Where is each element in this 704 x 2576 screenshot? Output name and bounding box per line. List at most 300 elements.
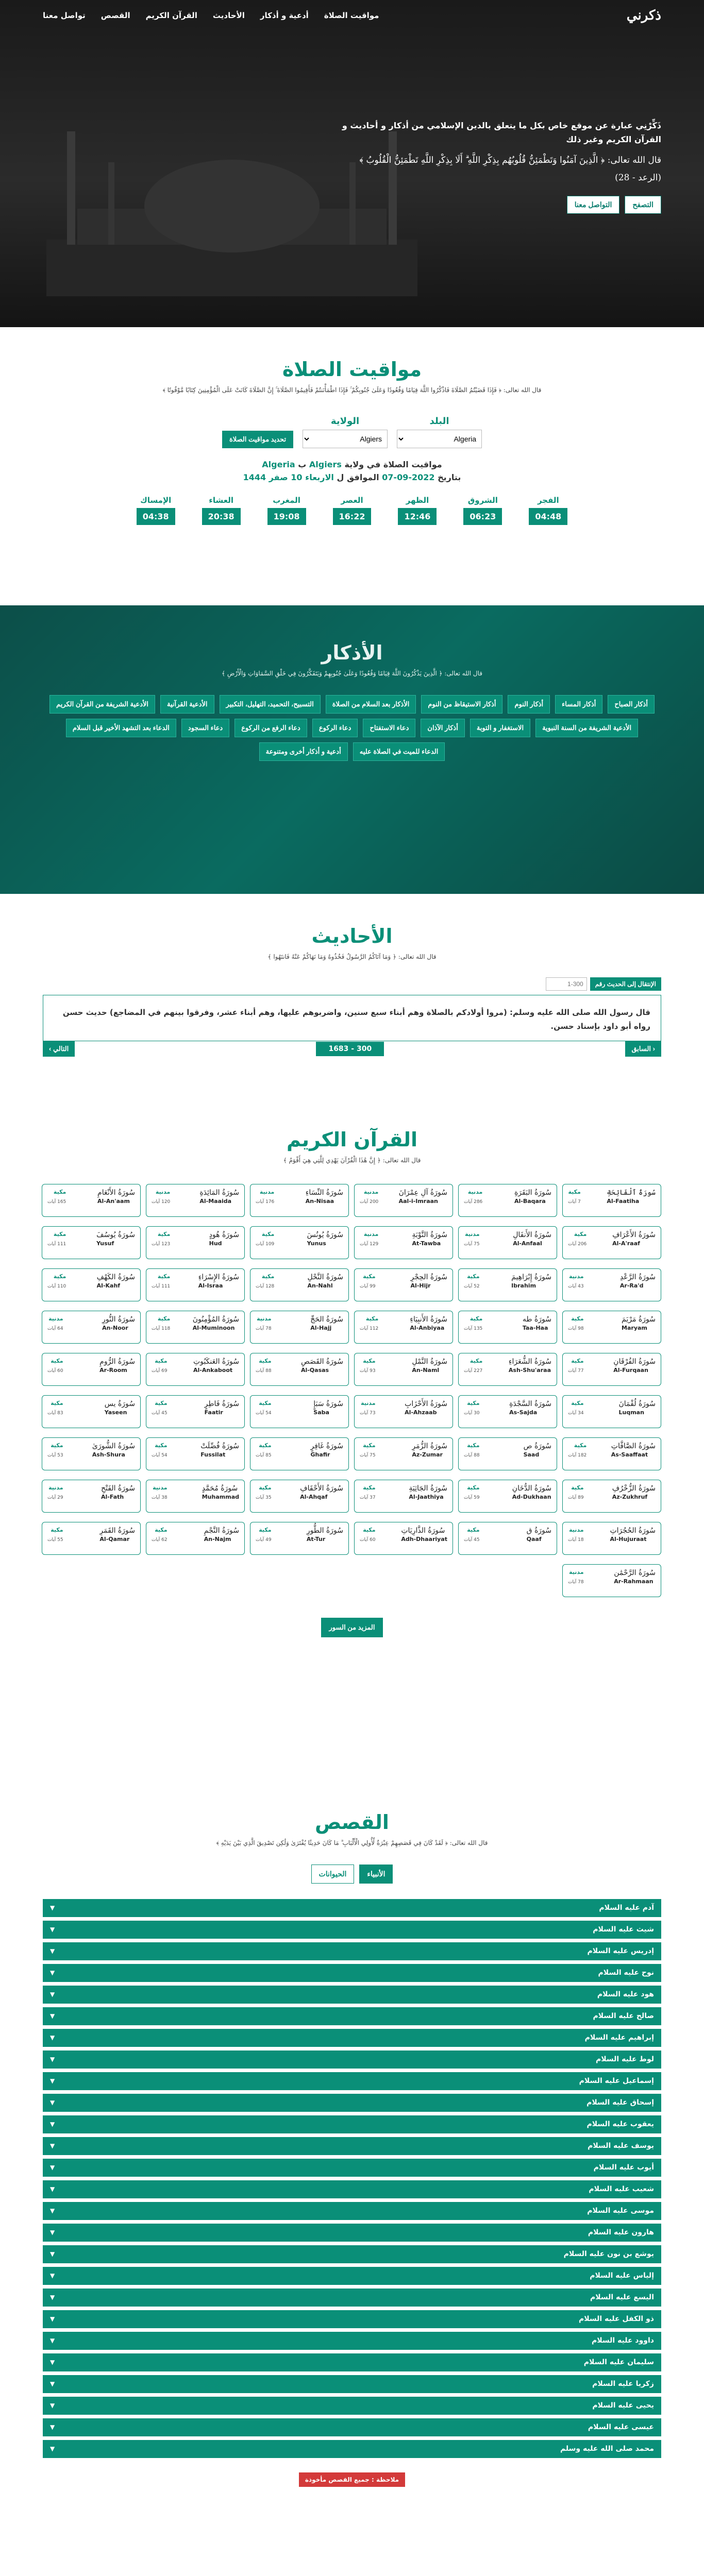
- surah-ayat: 64 آيات: [47, 1326, 63, 1331]
- adhkar-tag[interactable]: الاستغفار و التوبة: [470, 719, 530, 737]
- story-title: إلياس عليه السلام: [590, 2272, 654, 2280]
- surah-name-ar: سُورَةُ الطُّورِ: [306, 1526, 343, 1535]
- surah-ayat: 99 آيات: [360, 1283, 376, 1289]
- surah-name-ar: سُورَةُ الفَتْحِ: [100, 1484, 135, 1493]
- story-item[interactable]: [43, 2137, 661, 2155]
- chevron-down-icon: ▼: [50, 2424, 55, 2431]
- story-title: إدريس عليه السلام: [587, 1947, 654, 1956]
- chevron-down-icon: ▼: [50, 2337, 55, 2345]
- top-nav: [0, 0, 704, 31]
- surah-name-ar: سُورَةُ العَنكَبُوتِ: [193, 1357, 239, 1366]
- surah-card[interactable]: [458, 1268, 557, 1301]
- surah-ayat: 60 آيات: [47, 1368, 63, 1374]
- adhkar-tag[interactable]: الأدعية الشريفة من السنة النبوية: [535, 719, 638, 737]
- surah-name-ar: سُورَةُ يُوسُفَ: [96, 1230, 135, 1239]
- surah-card[interactable]: [562, 1311, 661, 1344]
- surah-type: مكية: [571, 1315, 584, 1322]
- adhkar-tag[interactable]: الدعاء بعد التشهد الأخير قبل السلام: [66, 719, 176, 737]
- surah-name-en: Ash-Shura: [92, 1451, 125, 1458]
- story-title: زكريا عليه السلام: [592, 2380, 654, 2388]
- adhkar-tag[interactable]: دعاء السجود: [181, 719, 229, 737]
- adhkar-tag[interactable]: الأدعية القرآنية: [160, 695, 214, 714]
- surah-ayat: 123 آيات: [152, 1241, 171, 1247]
- nav-item-hadith[interactable]: الأحاديث: [212, 11, 245, 20]
- prayer-time-isha: العشاء 20:38: [202, 496, 241, 525]
- surah-card[interactable]: [562, 1184, 661, 1217]
- surah-name-en: An-Nahl: [307, 1282, 333, 1289]
- story-title: سليمان عليه السلام: [583, 2358, 654, 2367]
- surah-name-ar: سُورَةُ النِّسَاءِ: [305, 1188, 343, 1197]
- hadith-number-input[interactable]: [546, 977, 587, 991]
- prayer-location: مواقيت الصلاة في ولاية Algiers ب Algeria: [262, 459, 442, 469]
- surah-name-en: Az-Zukhruf: [612, 1493, 648, 1500]
- surah-name-en: Ghafir: [310, 1451, 330, 1458]
- surah-type: مدنية: [48, 1484, 63, 1491]
- surah-card[interactable]: [354, 1226, 453, 1259]
- story-title: صالح عليه السلام: [593, 2012, 654, 2021]
- surah-card[interactable]: [562, 1564, 661, 1597]
- surah-type: مكية: [467, 1526, 480, 1533]
- hadith-jump-button[interactable]: الإنتقال إلى الحديث رقم: [590, 977, 661, 991]
- surah-card[interactable]: [458, 1353, 557, 1386]
- surah-name-ar: سُورَةُ يس: [104, 1399, 135, 1408]
- story-item[interactable]: [43, 1964, 661, 1982]
- surah-card[interactable]: [250, 1311, 349, 1344]
- surah-card[interactable]: [458, 1480, 557, 1513]
- surah-card[interactable]: [458, 1184, 557, 1217]
- surah-ayat: 206 آيات: [568, 1241, 587, 1247]
- surah-ayat: 7 آيات: [568, 1199, 581, 1205]
- surah-card[interactable]: [458, 1522, 557, 1555]
- surah-name-en: Adh-Dhaariyat: [401, 1535, 447, 1543]
- surah-card[interactable]: [42, 1184, 141, 1217]
- story-item[interactable]: [43, 2094, 661, 2112]
- story-item[interactable]: [43, 2115, 661, 2133]
- story-item[interactable]: [43, 2245, 661, 2263]
- surah-type: مكية: [363, 1526, 376, 1533]
- surah-card[interactable]: [250, 1395, 349, 1428]
- story-item[interactable]: [43, 1899, 661, 1917]
- surah-ayat: 200 آيات: [360, 1199, 379, 1205]
- surah-type: مكية: [467, 1484, 480, 1491]
- surah-type: مكية: [261, 1230, 275, 1238]
- adhkar-tag[interactable]: أدعية و أذكار أخرى ومتنوعة: [259, 742, 348, 761]
- surah-card[interactable]: [146, 1353, 245, 1386]
- surah-name-en: Fussilat: [200, 1451, 226, 1458]
- tab-prophets[interactable]: الأنبياء: [359, 1865, 393, 1884]
- surah-ayat: 75 آيات: [464, 1241, 480, 1247]
- surah-name-en: Al-Ankaboot: [193, 1366, 233, 1374]
- surah-card[interactable]: [562, 1480, 661, 1513]
- surah-ayat: 83 آيات: [47, 1410, 63, 1416]
- surah-card[interactable]: [42, 1480, 141, 1513]
- surah-type: مكية: [259, 1484, 272, 1491]
- story-title: يحيى عليه السلام: [592, 2401, 654, 2410]
- prayer-times: [0, 496, 704, 525]
- story-title: آدم عليه السلام: [599, 1904, 654, 1912]
- adhkar-tag[interactable]: أذكار الآذان: [421, 719, 464, 737]
- surah-ayat: 49 آيات: [256, 1537, 272, 1543]
- adhkar-tag[interactable]: الأذكار بعد السلام من الصلاة: [326, 695, 416, 714]
- chevron-down-icon: ▼: [50, 1904, 55, 1912]
- story-item[interactable]: [43, 1921, 661, 1939]
- story-title: اليسع عليه السلام: [590, 2293, 654, 2302]
- surah-name-ar: سُورَةُ البَقَرَةِ: [514, 1188, 551, 1197]
- story-item[interactable]: [43, 2202, 661, 2220]
- story-title: يوشع بن نون عليه السلام: [563, 2250, 654, 2259]
- prayer-times-button[interactable]: تحديد مواقيت الصلاة: [222, 431, 293, 448]
- surah-type: مكية: [51, 1357, 63, 1364]
- surah-card[interactable]: [562, 1437, 661, 1470]
- stories-section: [0, 1780, 704, 2576]
- hadith-jump: [43, 977, 661, 991]
- nav-item-quran[interactable]: القرآن الكريم: [145, 11, 197, 20]
- surah-card[interactable]: [146, 1311, 245, 1344]
- surah-ayat: 78 آيات: [568, 1579, 584, 1585]
- adhkar-title: الأذكار: [321, 641, 383, 664]
- surah-ayat: 109 آيات: [256, 1241, 275, 1247]
- surah-type: مدنية: [361, 1399, 376, 1406]
- surah-type: مكية: [571, 1484, 584, 1491]
- surah-card[interactable]: [354, 1184, 453, 1217]
- hadith-prev-button[interactable]: ‹ السابق: [625, 1041, 661, 1057]
- chevron-down-icon: ▼: [50, 1926, 55, 1934]
- hadith-counter: 300 - 1683: [316, 1042, 384, 1056]
- browse-button[interactable]: التصفح: [625, 196, 661, 214]
- surah-type: مكية: [467, 1273, 480, 1280]
- story-item[interactable]: [43, 2310, 661, 2328]
- hero-verse: قال الله تعالى: ﴿ الَّذِينَ آمَنُوا وَتَطْمَئِنُّ قُلُوبُهُم بِذِكْرِ اللَّهِ ۗ أَلَا بِذِكْرِ اللَّهِ تَطْمَئِنُّ الْقُلُوبُ ﴾ (الرعد - 28): [359, 155, 661, 183]
- surah-card[interactable]: [42, 1226, 141, 1259]
- surah-type: مكية: [51, 1442, 63, 1449]
- story-item[interactable]: [43, 2353, 661, 2371]
- story-title: إسماعيل عليه السلام: [579, 2077, 654, 2086]
- surah-card[interactable]: [562, 1395, 661, 1428]
- chevron-down-icon: ▼: [50, 1991, 55, 1998]
- surah-name-en: Ibrahim: [511, 1282, 537, 1289]
- surah-card[interactable]: [146, 1522, 245, 1555]
- surah-type: مكية: [155, 1357, 167, 1364]
- surah-name-ar: سُورَةُ المَائِدَةِ: [199, 1188, 239, 1197]
- surah-name-en: Ar-Room: [99, 1366, 127, 1374]
- prayer-time-fajr: الفجر 04:48: [529, 496, 567, 525]
- surah-card[interactable]: [42, 1268, 141, 1301]
- surah-card[interactable]: [146, 1268, 245, 1301]
- surah-type: مكية: [574, 1442, 587, 1449]
- surah-card[interactable]: [354, 1437, 453, 1470]
- story-item[interactable]: [43, 2397, 661, 2415]
- surah-card[interactable]: [354, 1311, 453, 1344]
- surah-type: مكية: [467, 1399, 480, 1406]
- nav-item-contact[interactable]: تواصل معنا: [43, 11, 86, 20]
- surah-name-en: An-Nisaa: [305, 1197, 334, 1205]
- prayer-section: [0, 327, 704, 605]
- surah-name-ar: سُورَةُ سَبَإٍ: [313, 1399, 343, 1408]
- surah-card[interactable]: [250, 1522, 349, 1555]
- surah-name-ar: سُورَةُ ص: [523, 1442, 551, 1450]
- surah-type: مكية: [51, 1526, 63, 1533]
- surah-name-ar: سُورَةُ مُحَمَّدٍ: [202, 1484, 238, 1493]
- surah-card[interactable]: [42, 1353, 141, 1386]
- surah-name-ar: سُورَةُ النَّمْلِ: [412, 1357, 447, 1366]
- site-logo[interactable]: ذكرني: [626, 8, 661, 23]
- surah-name-en: Al-Furqaan: [613, 1366, 648, 1374]
- surah-name-ar: سُورَةُ الرَّعْدِ: [619, 1273, 656, 1281]
- adhkar-tags: [43, 695, 661, 761]
- surah-card[interactable]: [562, 1353, 661, 1386]
- story-item[interactable]: [43, 2159, 661, 2177]
- surah-card[interactable]: [354, 1268, 453, 1301]
- surah-name-en: Al-Anfaal: [513, 1240, 542, 1247]
- hadith-verse: قال الله تعالى: ﴿ وَمَا آتَاكُمُ الرَّسُولُ فَخُذُوهُ وَمَا نَهَاكُمْ عَنْهُ فَانتَهُوا ﴾: [267, 953, 437, 960]
- surah-name-en: Al-Anbiyaa: [410, 1324, 445, 1331]
- surah-ayat: 18 آيات: [568, 1537, 584, 1543]
- story-item[interactable]: [43, 2072, 661, 2090]
- surah-name-ar: سُورَةُ إِبْرَاهِيمَ: [511, 1273, 551, 1281]
- story-item[interactable]: [43, 2332, 661, 2350]
- adhkar-tag[interactable]: الأدعية الشريفة من القرآن الكريم: [49, 695, 155, 714]
- surah-type: مدنية: [257, 1315, 272, 1322]
- surah-name-en: At-Tawba: [412, 1240, 441, 1247]
- story-item[interactable]: [43, 2224, 661, 2242]
- surah-card[interactable]: [146, 1437, 245, 1470]
- adhkar-tag[interactable]: دعاء الرفع من الركوع: [234, 719, 307, 737]
- story-item[interactable]: [43, 2267, 661, 2285]
- surah-ayat: 98 آيات: [568, 1326, 584, 1331]
- surah-card[interactable]: [562, 1522, 661, 1555]
- adhkar-verse: قال الله تعالى: ﴿ الَّذِينَ يَذْكُرُونَ اللَّهَ قِيَامًا وَقُعُودًا وَعَلَىٰ جُنُوبِهِمْ وَيَتَفَكَّرُونَ فِي خَلْقِ السَّمَاوَاتِ وَالْأَرْضِ ﴾: [222, 670, 482, 677]
- surah-name-ar: سُورَةُ الحَجِّ: [310, 1315, 343, 1324]
- adhkar-tag[interactable]: التسبيح، التحميد، التهليل، التكبير: [220, 695, 321, 714]
- surah-ayat: 53 آيات: [47, 1452, 63, 1458]
- surah-name-ar: سُورَةُ هُودٍ: [209, 1230, 239, 1239]
- surah-ayat: 62 آيات: [152, 1537, 167, 1543]
- surah-card[interactable]: [146, 1226, 245, 1259]
- adhkar-tag[interactable]: الدعاء للميت في الصلاة عليه: [353, 742, 445, 761]
- surah-name-en: Al-Kahf: [96, 1282, 121, 1289]
- surah-card[interactable]: [250, 1226, 349, 1259]
- adhkar-tag[interactable]: دعاء الركوع: [312, 719, 358, 737]
- surah-name-en: Muhammad: [202, 1493, 239, 1500]
- surah-name-ar: سُورَةُ الشُّعَرَاءِ: [508, 1357, 551, 1366]
- prayer-title: مواقيت الصلاة: [282, 358, 422, 381]
- surah-ayat: 59 آيات: [464, 1495, 480, 1500]
- surah-card[interactable]: [146, 1395, 245, 1428]
- prayer-time-imsak: الإمساك 04:38: [137, 496, 175, 525]
- surah-type: مدنية: [465, 1230, 480, 1238]
- surah-type: مكية: [259, 1442, 272, 1449]
- surah-name-ar: سُورَةُ النَّحْلِ: [307, 1273, 343, 1281]
- story-item[interactable]: [43, 2029, 661, 2047]
- surah-name-en: Taa-Haa: [522, 1324, 548, 1331]
- nav-item-prayer[interactable]: مواقيت الصلاة: [324, 11, 379, 20]
- adhkar-tag[interactable]: أذكار النوم: [508, 695, 550, 714]
- surah-type: مكية: [53, 1188, 66, 1195]
- surah-name-ar: سُورَةُ الأَحْزَابِ: [405, 1399, 447, 1408]
- story-item[interactable]: [43, 2050, 661, 2069]
- surah-name-ar: سُورَةُ ق: [526, 1526, 551, 1535]
- surah-type: مكية: [157, 1273, 171, 1280]
- surah-card[interactable]: [42, 1395, 141, 1428]
- chevron-down-icon: ▼: [50, 2012, 55, 2020]
- surah-card[interactable]: [354, 1395, 453, 1428]
- stories-list: [43, 1899, 661, 2458]
- surah-name-ar: سُورَةُ فُصِّلَتْ: [200, 1442, 239, 1450]
- surah-grid: [43, 1184, 661, 1597]
- quran-title: القرآن الكريم: [286, 1128, 418, 1151]
- surah-name-ar: سُورَةُ القَصَصِ: [300, 1357, 343, 1366]
- story-item[interactable]: [43, 1942, 661, 1960]
- story-title: إبراهيم عليه السلام: [584, 2033, 654, 2042]
- adhkar-tag[interactable]: أذكار الاستيقاظ من النوم: [421, 695, 502, 714]
- tab-animals[interactable]: الحيوانات: [311, 1865, 355, 1884]
- adhkar-tag[interactable]: أذكار الصباح: [608, 695, 655, 714]
- chevron-down-icon: ▼: [50, 2445, 55, 2453]
- surah-name-en: Al-Baqara: [514, 1197, 546, 1205]
- surah-type: مدنية: [569, 1526, 584, 1533]
- surah-card[interactable]: [146, 1184, 245, 1217]
- chevron-down-icon: ▼: [50, 2164, 55, 2172]
- surah-type: مدنية: [569, 1568, 584, 1575]
- surah-type: مكية: [571, 1399, 584, 1406]
- story-item[interactable]: [43, 2440, 661, 2458]
- story-title: ذو الكفل عليه السلام: [579, 2315, 654, 2324]
- surah-type: مدنية: [259, 1188, 275, 1195]
- surah-type: مكية: [155, 1442, 167, 1449]
- story-item[interactable]: [43, 2007, 661, 2025]
- surah-name-ar: سُورَةُ الأَنفَالِ: [513, 1230, 551, 1239]
- surah-type: مكية: [363, 1357, 376, 1364]
- surah-ayat: 75 آيات: [360, 1452, 376, 1458]
- surah-name-en: Al-Faatiha: [607, 1197, 640, 1205]
- surah-card[interactable]: [42, 1522, 141, 1555]
- surah-ayat: 110 آيات: [47, 1283, 66, 1289]
- story-item[interactable]: [43, 2180, 661, 2198]
- surah-type: مكية: [363, 1273, 376, 1280]
- surah-card[interactable]: [250, 1184, 349, 1217]
- adhkar-tag[interactable]: دعاء الاستفتاح: [363, 719, 415, 737]
- surah-card[interactable]: [354, 1353, 453, 1386]
- surah-card[interactable]: [42, 1311, 141, 1344]
- country-select[interactable]: [397, 430, 482, 448]
- surah-card[interactable]: [146, 1480, 245, 1513]
- surah-name-ar: سُورَةُ المُؤْمِنُونَ: [192, 1315, 239, 1324]
- hadith-next-button[interactable]: التالي ›: [43, 1041, 75, 1057]
- surah-type: مكية: [470, 1357, 483, 1364]
- surah-name-en: Yusuf: [96, 1240, 114, 1247]
- surah-card[interactable]: [250, 1437, 349, 1470]
- story-title: داوود عليه السلام: [592, 2336, 654, 2345]
- story-item[interactable]: [43, 2289, 661, 2307]
- surah-type: مكية: [259, 1399, 272, 1406]
- city-select[interactable]: [303, 430, 388, 448]
- surah-name-ar: سُورَةُ الشُّورَىٰ: [92, 1442, 135, 1450]
- surah-ayat: 55 آيات: [47, 1537, 63, 1543]
- surah-type: مدنية: [467, 1188, 483, 1195]
- adhkar-tag[interactable]: أذكار المساء: [555, 695, 602, 714]
- surah-name-ar: سُورَةُ مَرْيَمَ: [622, 1315, 656, 1324]
- story-item[interactable]: [43, 2418, 661, 2436]
- surah-card[interactable]: [458, 1226, 557, 1259]
- hadith-section: [0, 894, 704, 1097]
- surah-card[interactable]: [250, 1268, 349, 1301]
- surah-name-en: Al-Ahqaf: [300, 1493, 328, 1500]
- surah-name-en: Ash-Shu'araa: [508, 1366, 551, 1374]
- surah-ayat: 69 آيات: [152, 1368, 167, 1374]
- surah-type: مكية: [259, 1526, 272, 1533]
- chevron-down-icon: ▼: [50, 2207, 55, 2215]
- surah-ayat: 88 آيات: [464, 1452, 480, 1458]
- story-title: لوط عليه السلام: [596, 2055, 654, 2064]
- surah-type: مكية: [51, 1399, 63, 1406]
- surah-name-en: Al-Hajj: [310, 1324, 332, 1331]
- surah-ayat: 286 آيات: [464, 1199, 483, 1205]
- surah-card[interactable]: [250, 1353, 349, 1386]
- surah-card[interactable]: [458, 1395, 557, 1428]
- story-item[interactable]: [43, 2375, 661, 2393]
- chevron-right-icon: ‹: [651, 1044, 655, 1053]
- surah-ayat: 60 آيات: [360, 1537, 376, 1543]
- contact-button[interactable]: التواصل معنا: [567, 196, 620, 214]
- prayer-time-sunrise: الشروق 06:23: [463, 496, 502, 525]
- surah-ayat: 128 آيات: [256, 1283, 275, 1289]
- surah-name-ar: سُورَةُ الصَّافَّاتِ: [611, 1442, 656, 1450]
- stories-title: القصص: [315, 1811, 389, 1834]
- surah-type: مكية: [365, 1315, 379, 1322]
- surah-ayat: 89 آيات: [568, 1495, 584, 1500]
- surah-name-ar: سُورَةُ الجَاثِيَةِ: [409, 1484, 447, 1493]
- nav-item-stories[interactable]: القصص: [100, 11, 130, 20]
- surah-card[interactable]: [354, 1522, 453, 1555]
- surah-name-ar: سُورَةُ آلِ عِمْرَانَ: [398, 1188, 447, 1197]
- story-title: هود عليه السلام: [597, 1990, 654, 1999]
- surah-card[interactable]: [562, 1268, 661, 1301]
- surah-name-en: Yaseen: [104, 1409, 127, 1416]
- surah-card[interactable]: [42, 1437, 141, 1470]
- surah-card[interactable]: [458, 1437, 557, 1470]
- surah-type: مدنية: [569, 1273, 584, 1280]
- surah-card[interactable]: [562, 1226, 661, 1259]
- surah-ayat: 77 آيات: [568, 1368, 584, 1374]
- story-title: يعقوب عليه السلام: [586, 2120, 654, 2129]
- surah-name-ar: سُورَةُ الحِجْرِ: [410, 1273, 447, 1281]
- surah-ayat: 176 آيات: [256, 1199, 275, 1205]
- surah-card[interactable]: [458, 1311, 557, 1344]
- prayer-time-dhuhr: الظهر 12:46: [398, 496, 437, 525]
- surah-type: مكية: [157, 1230, 171, 1238]
- surah-name-en: Al-Fath: [100, 1493, 124, 1500]
- surah-ayat: 93 آيات: [360, 1368, 376, 1374]
- story-title: أيوب عليه السلام: [593, 2163, 654, 2172]
- surah-name-ar: سُورَةُ الذَّارِيَاتِ: [401, 1526, 445, 1535]
- stories-note: ملاحظة : جميع القصص مأخوذة: [299, 2472, 405, 2487]
- story-title: شعيب عليه السلام: [589, 2185, 654, 2194]
- surah-name-en: An-Najm: [204, 1535, 231, 1543]
- adhkar-section: [0, 605, 704, 894]
- more-surahs-button[interactable]: المزيد من السور: [321, 1618, 383, 1637]
- story-item[interactable]: [43, 1986, 661, 2004]
- surah-card[interactable]: [250, 1480, 349, 1513]
- prayer-time-maghrib: المغرب 19:08: [267, 496, 306, 525]
- surah-type: مكية: [155, 1399, 167, 1406]
- chevron-down-icon: ▼: [50, 2056, 55, 2063]
- surah-name-en: Yunus: [307, 1240, 326, 1247]
- nav-item-adhkar[interactable]: أدعية و أذكار: [260, 11, 309, 20]
- surah-name-ar: سُورَةُ الكَهْفِ: [96, 1273, 135, 1281]
- surah-card[interactable]: [354, 1480, 453, 1513]
- surah-ayat: 38 آيات: [152, 1495, 167, 1500]
- surah-ayat: 52 آيات: [464, 1283, 480, 1289]
